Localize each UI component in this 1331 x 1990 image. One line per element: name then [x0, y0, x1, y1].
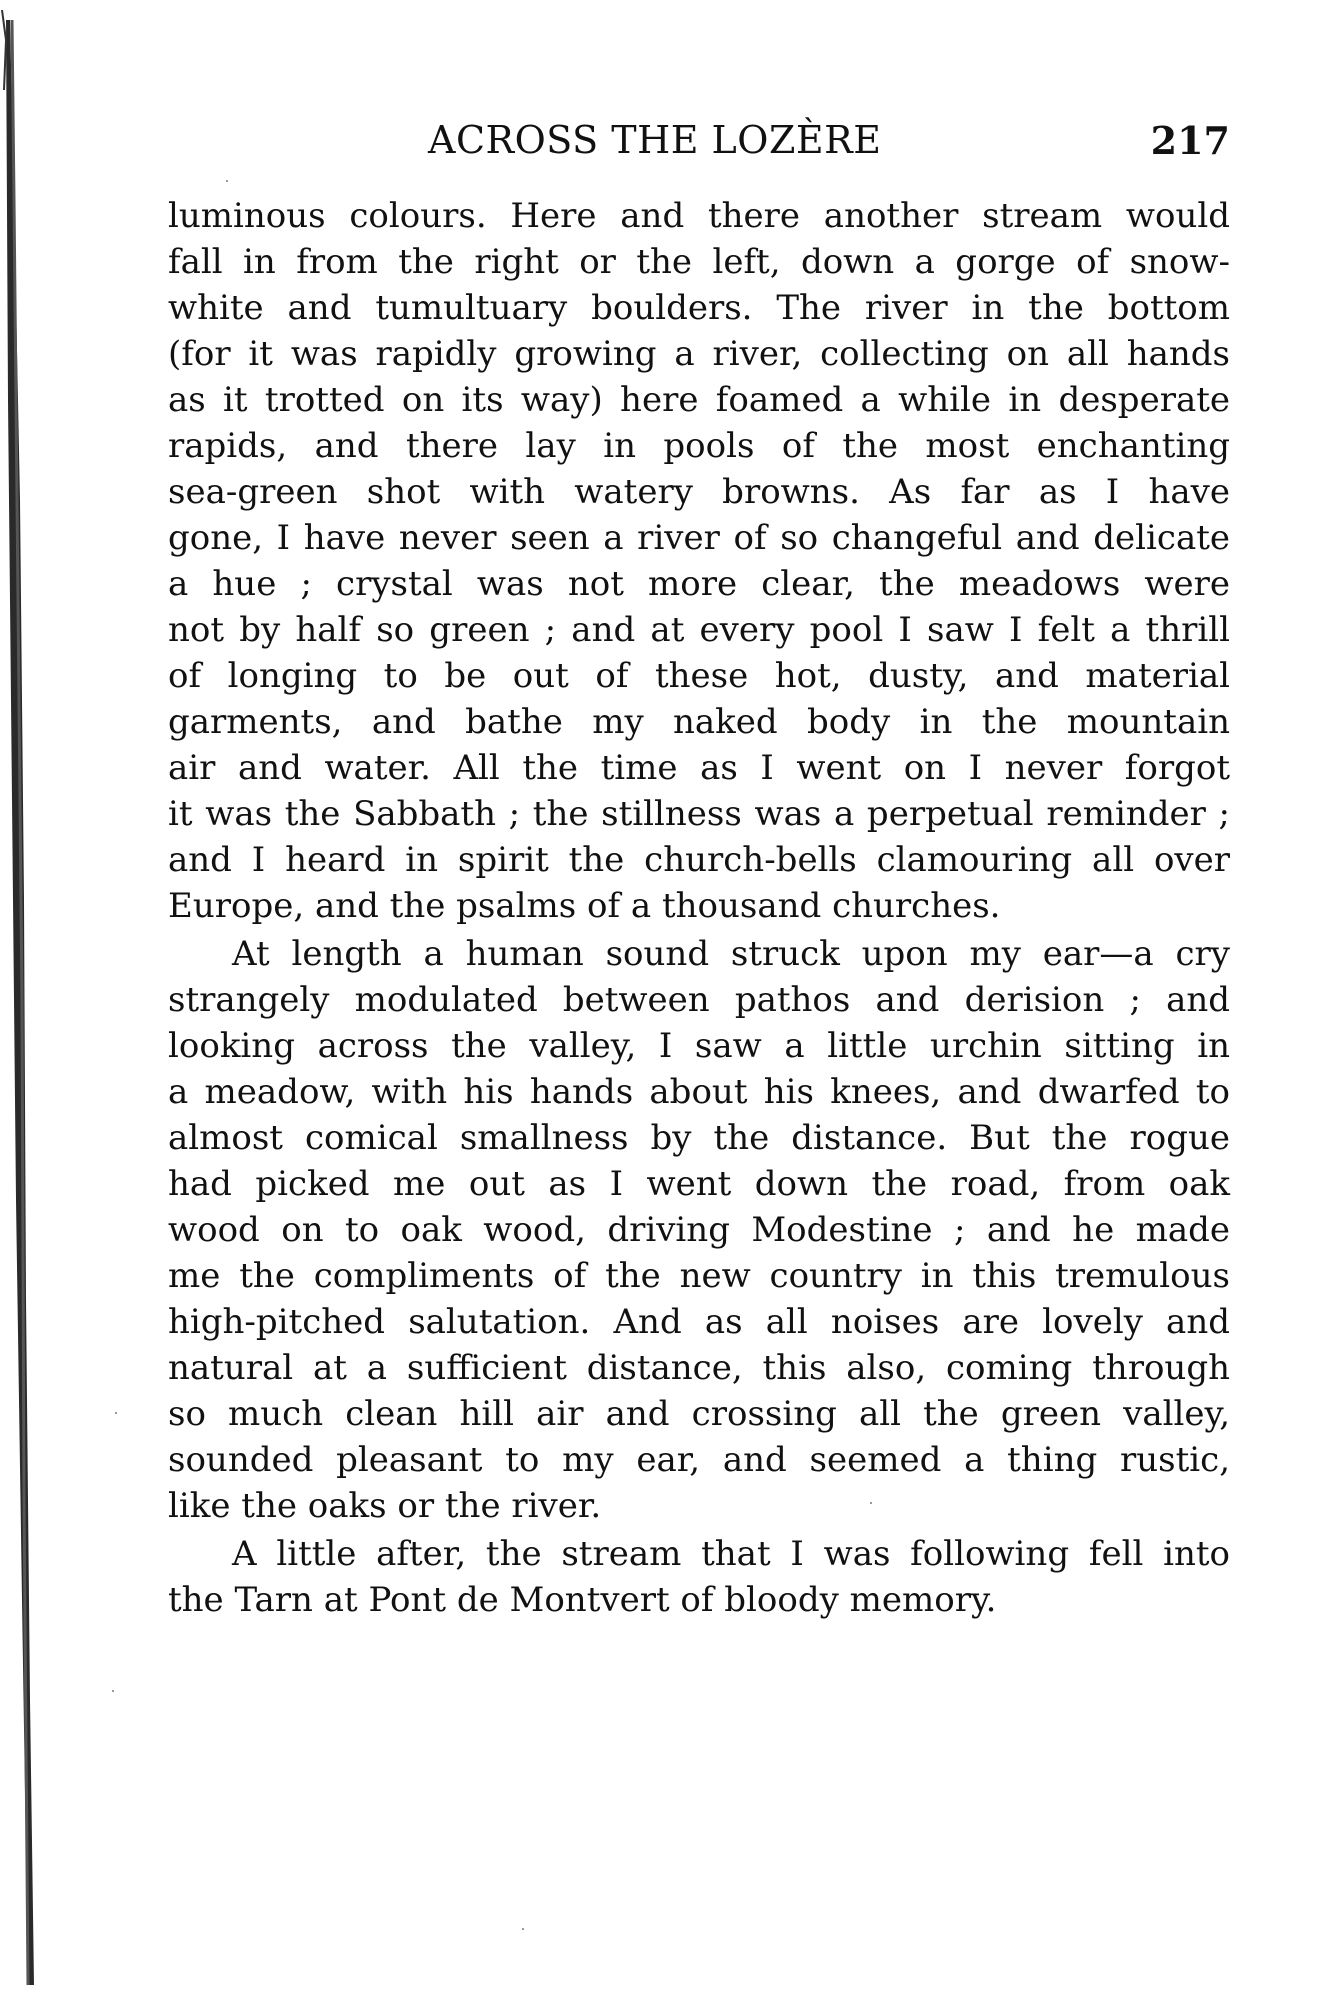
text-line: a hue ; crystal was not more clear, the meadows were — [168, 564, 1230, 604]
paper-speck — [112, 1690, 114, 1692]
text-line: and I heard in spirit the church-bells clamouring all over — [168, 840, 1230, 880]
text-line: At length a human sound struck upon my ear—a cry — [232, 934, 1230, 974]
text-line: strangely modulated between pathos and derision ; and — [168, 980, 1230, 1020]
text-line: air and water. All the time as I went on I never forgot — [168, 748, 1230, 788]
paragraph — [168, 193, 1230, 929]
page-header — [168, 118, 1230, 168]
text-line: Europe, and the psalms of a thousand churches. — [168, 886, 1001, 926]
text-line: (for it was rapidly growing a river, collecting on all hands — [168, 334, 1230, 374]
text-line: luminous colours. Here and there another stream would — [168, 196, 1230, 236]
text-line: fall in from the right or the left, down a gorge of snow- — [168, 242, 1230, 282]
text-line: so much clean hill air and crossing all the green valley, — [168, 1394, 1230, 1434]
running-title: ACROSS THE LOZÈRE — [428, 118, 882, 162]
paper-speck — [522, 1928, 524, 1930]
text-line: sea-green shot with watery browns. As far as I have — [168, 472, 1230, 512]
text-line: the Tarn at Pont de Montvert of bloody memory. — [168, 1580, 997, 1620]
body-text — [168, 193, 1230, 1623]
paragraph — [168, 1531, 1230, 1623]
text-line: a meadow, with his hands about his knees, and dwarfed to — [168, 1072, 1230, 1112]
text-line: natural at a sufficient distance, this also, coming through — [168, 1348, 1230, 1388]
text-line: looking across the valley, I saw a little urchin sitting in — [168, 1026, 1230, 1066]
text-line: not by half so green ; and at every pool I saw I felt a thrill — [168, 610, 1230, 650]
text-line: it was the Sabbath ; the stillness was a perpetual reminder ; — [168, 794, 1230, 834]
text-line: white and tumultuary boulders. The river in the bottom — [168, 288, 1230, 328]
text-line: garments, and bathe my naked body in the mountain — [168, 702, 1230, 742]
text-line: almost comical smallness by the distance. But the rogue — [168, 1118, 1230, 1158]
paper-speck — [115, 1412, 117, 1414]
text-line: gone, I have never seen a river of so changeful and delicate — [168, 518, 1230, 558]
page-number: 217 — [1150, 118, 1230, 163]
paper-speck — [226, 180, 228, 182]
text-line: like the oaks or the river. — [168, 1486, 602, 1526]
text-line: A little after, the stream that I was following fell into — [232, 1534, 1230, 1574]
paragraph — [168, 931, 1230, 1529]
book-spine-shadow — [0, 0, 60, 1990]
text-line: me the compliments of the new country in this tremulous — [168, 1256, 1230, 1296]
text-line: rapids, and there lay in pools of the most enchanting — [168, 426, 1230, 466]
text-line: high-pitched salutation. And as all noises are lovely and — [168, 1302, 1230, 1342]
text-line: as it trotted on its way) here foamed a while in desperate — [168, 380, 1230, 420]
text-line: of longing to be out of these hot, dusty, and material — [168, 656, 1230, 696]
text-line: sounded pleasant to my ear, and seemed a thing rustic, — [168, 1440, 1230, 1480]
text-line: had picked me out as I went down the road, from oak — [168, 1164, 1230, 1204]
text-line: wood on to oak wood, driving Modestine ; and he made — [168, 1210, 1230, 1250]
